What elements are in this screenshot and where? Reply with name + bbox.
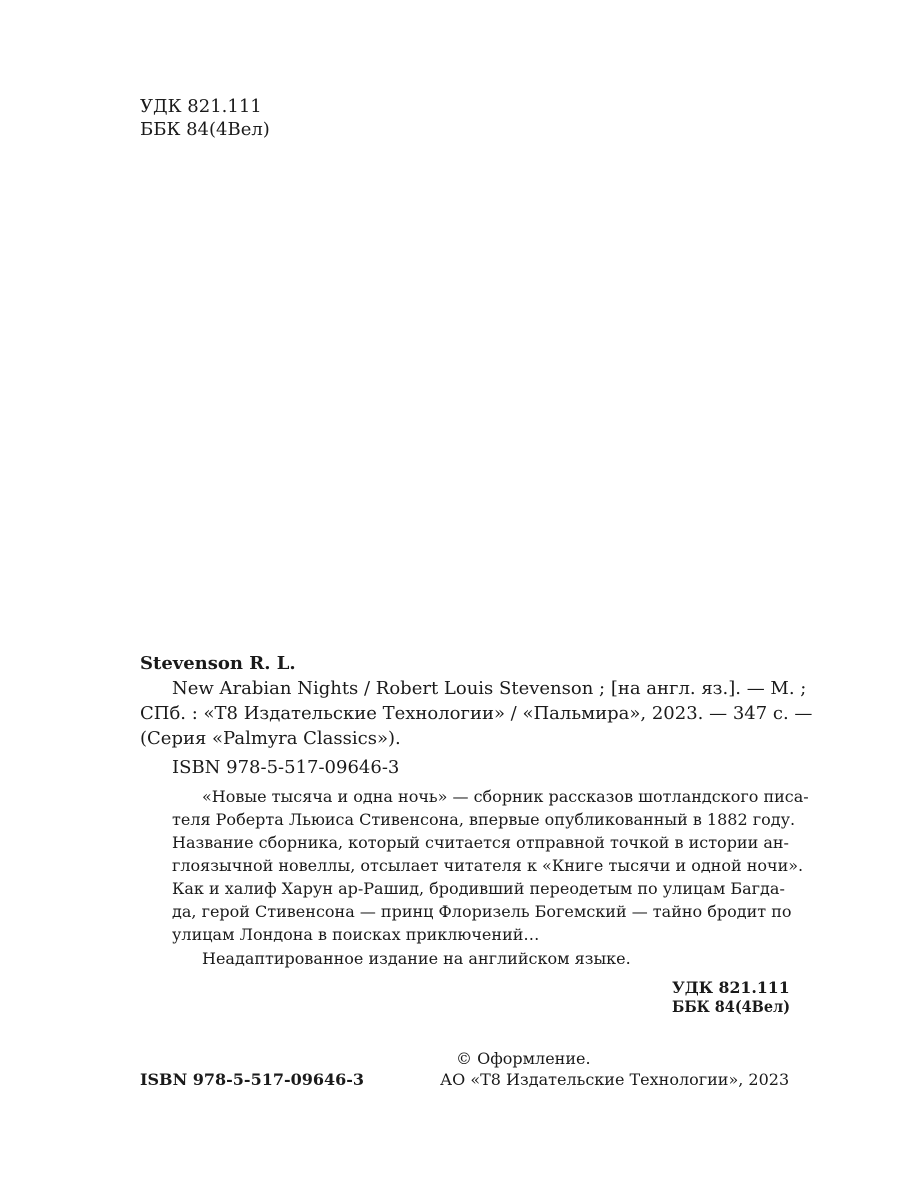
annotation-line-1: «Новые тысяча и одна ночь» — сборник рассказов шотландского писа- (202, 787, 809, 806)
top-udk-code: УДК 821.111 (140, 96, 262, 117)
title-line-1 (172, 678, 807, 700)
title-line-3: (Серия «Palmyra Classics»). (140, 728, 401, 749)
annotation-line-7: улицам Лондона в поисках приключений… (172, 925, 540, 944)
annotation-line-3: Название сборника, который считается отправной точкой в истории ан- (172, 833, 789, 852)
annotation-note: Неадаптированное издание на английском языке. (202, 949, 631, 968)
copyright-design: © Оформление. (456, 1049, 591, 1068)
title-line-1-text: New Arabian Nights / Robert Louis Stevenson ; [на англ. яз.]. — М. ; (172, 678, 807, 699)
annotation-line-6: да, герой Стивенсона — принц Флоризель Богемский — тайно бродит по (172, 902, 792, 921)
annotation-line-4: глоязычной новеллы, отсылает читателя к «Книге тысячи и одной ночи». (172, 856, 804, 875)
annotation-line-2: теля Роберта Льюиса Стивенсона, впервые опубликованный в 1882 году. (172, 810, 796, 829)
record-isbn: ISBN 978-5-517-09646-3 (172, 757, 400, 778)
author-heading: Stevenson R. L. (140, 653, 296, 674)
bottom-bbk-code: ББК 84(4Вел) (672, 997, 791, 1016)
title-line-2: СПб. : «Т8 Издательские Технологии» / «Пальмира», 2023. — 347 с. — (140, 703, 813, 724)
bottom-udk-code: УДК 821.111 (672, 978, 790, 997)
copyright-publisher: АО «Т8 Издательские Технологии», 2023 (440, 1070, 790, 1089)
top-bbk-code: ББК 84(4Вел) (140, 119, 270, 140)
footer-isbn: ISBN 978-5-517-09646-3 (140, 1070, 365, 1089)
annotation-line-5: Как и халиф Харун ар-Рашид, бродивший переодетым по улицам Багда- (172, 879, 785, 898)
